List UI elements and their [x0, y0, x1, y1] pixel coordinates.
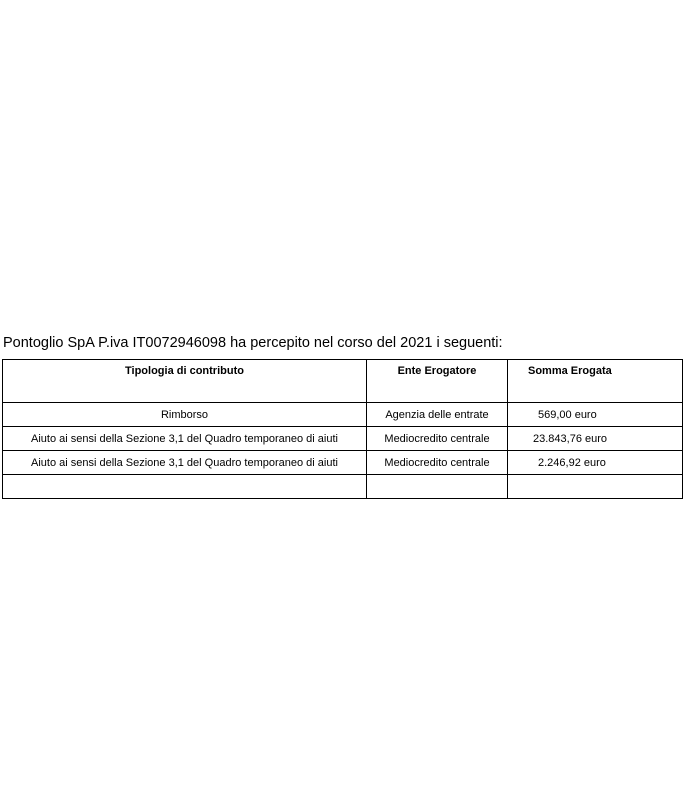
header-somma-erogata: Somma Erogata	[508, 360, 683, 403]
cell-tipologia: Aiuto ai sensi della Sezione 3,1 del Quadro temporaneo di aiuti	[3, 427, 367, 451]
intro-text: Pontoglio SpA P.iva IT0072946098 ha percepito nel corso del 2021 i seguenti:	[3, 335, 503, 351]
table-row	[3, 403, 683, 427]
cell-ente	[367, 475, 508, 499]
table-header-row	[3, 360, 683, 403]
contributions-table	[2, 359, 683, 499]
header-tipologia: Tipologia di contributo	[3, 360, 367, 403]
contributions-table-container	[2, 359, 612, 495]
cell-somma: 2.246,92 euro	[508, 451, 683, 475]
cell-ente: Mediocredito centrale	[367, 451, 508, 475]
table-row	[3, 451, 683, 475]
cell-somma	[508, 475, 683, 499]
cell-tipologia: Aiuto ai sensi della Sezione 3,1 del Quadro temporaneo di aiuti	[3, 451, 367, 475]
table-row-empty	[3, 475, 683, 499]
cell-tipologia: Rimborso	[3, 403, 367, 427]
cell-ente: Agenzia delle entrate	[367, 403, 508, 427]
cell-tipologia	[3, 475, 367, 499]
table-row	[3, 427, 683, 451]
header-ente-erogatore: Ente Erogatore	[367, 360, 508, 403]
cell-somma: 23.843,76 euro	[508, 427, 683, 451]
cell-ente: Mediocredito centrale	[367, 427, 508, 451]
cell-somma: 569,00 euro	[508, 403, 683, 427]
